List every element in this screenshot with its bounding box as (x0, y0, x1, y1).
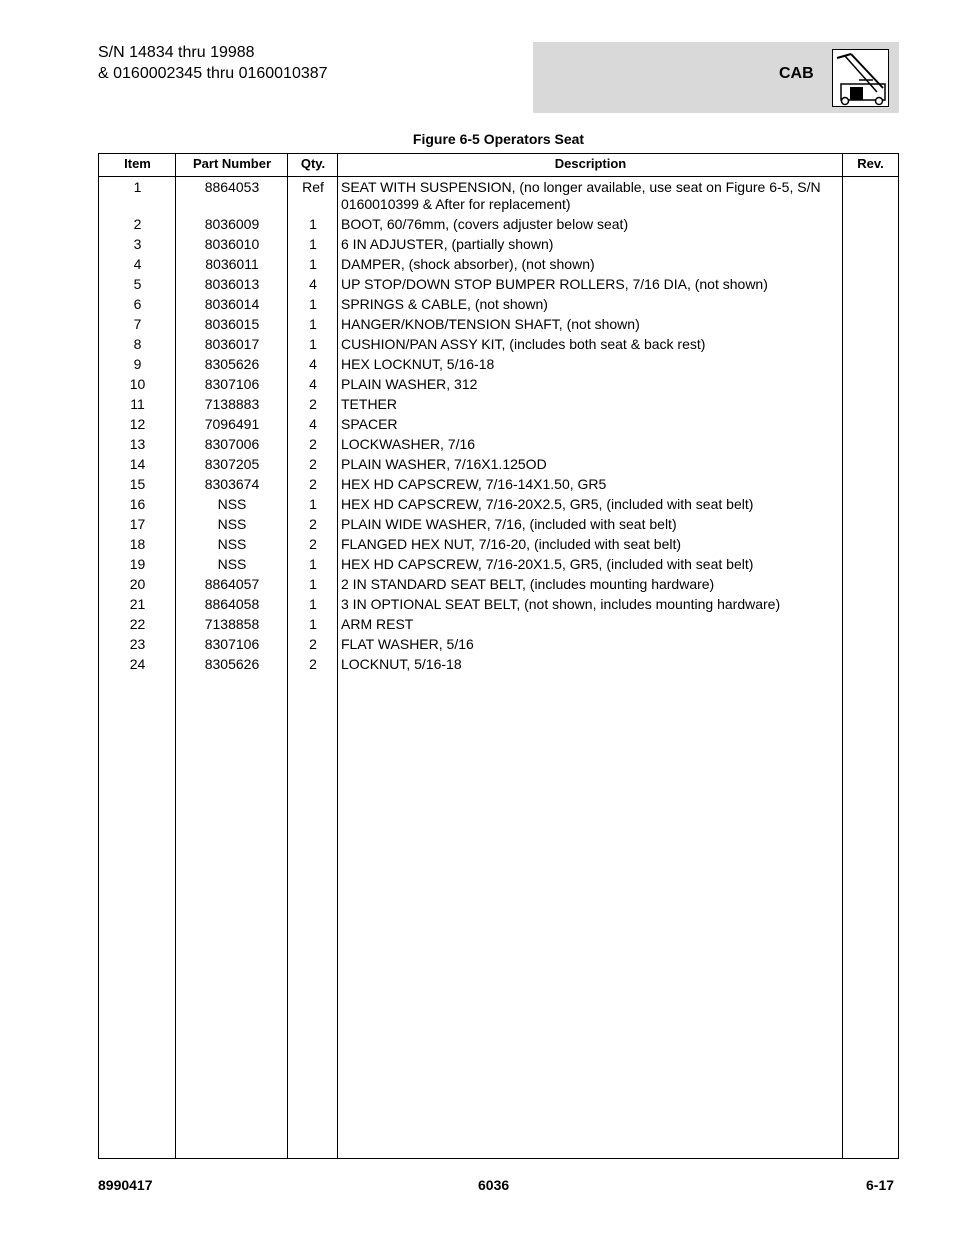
item-cell: 5 (133, 276, 142, 292)
description-cell: BOOT, 60/76mm, (covers adjuster below seat) (341, 216, 629, 232)
footer-model-number: 6036 (478, 1177, 510, 1193)
item-cell: 21 (129, 596, 146, 612)
description-cell: 2 IN STANDARD SEAT BELT, (includes mounting hardware) (341, 576, 715, 592)
item-cell: 14 (129, 456, 146, 472)
footer-page-number: 6-17 (866, 1177, 895, 1193)
section-label: CAB (779, 65, 814, 82)
table-row (99, 434, 898, 454)
table-row (99, 394, 898, 414)
item-cell: 20 (129, 576, 146, 592)
table-row (99, 254, 898, 274)
qty-cell: 1 (309, 596, 317, 612)
description-cell: HANGER/KNOB/TENSION SHAFT, (not shown) (341, 316, 640, 332)
header-qty: Qty. (300, 156, 326, 171)
part-number-cell: 8305626 (204, 656, 260, 672)
item-cell: 13 (129, 436, 146, 452)
part-number-cell: 8864053 (204, 179, 260, 195)
description-cell: SPACER (341, 416, 398, 432)
item-cell: 17 (129, 516, 146, 532)
figure-title (98, 131, 954, 147)
machine-icon (832, 49, 889, 107)
item-cell: 1 (133, 179, 142, 195)
qty-cell: 1 (309, 576, 317, 592)
part-number-cell: 8036014 (204, 296, 260, 312)
qty-cell: 2 (309, 536, 317, 552)
section-header (533, 42, 899, 113)
table-row (99, 354, 898, 374)
table-row (99, 534, 898, 554)
part-number-cell: 7096491 (204, 416, 260, 432)
description-cell: FLAT WASHER, 5/16 (341, 636, 474, 652)
header-description: Description (554, 156, 627, 171)
part-number-cell: 7138883 (204, 396, 260, 412)
part-number-cell: 8036011 (205, 256, 259, 272)
serial-line-2: & 0160002345 thru 0160010387 (98, 65, 328, 82)
description-cell: FLANGED HEX NUT, 7/16-20, (included with seat belt) (341, 536, 682, 552)
part-number-cell: 7138858 (204, 616, 260, 632)
qty-cell: 1 (309, 496, 317, 512)
table-row (99, 594, 898, 614)
table-row (99, 554, 898, 574)
table-row (99, 654, 898, 674)
table-row (99, 177, 898, 214)
qty-cell: 4 (309, 416, 317, 432)
table-body (99, 177, 898, 674)
description-cell: CUSHION/PAN ASSY KIT, (includes both seat & back rest) (341, 336, 706, 352)
qty-cell: 1 (309, 236, 317, 252)
qty-cell: 4 (309, 276, 317, 292)
qty-cell: 2 (309, 656, 317, 672)
qty-cell: 1 (309, 616, 317, 632)
qty-cell: Ref (302, 179, 324, 195)
footer-document-number: 8990417 (98, 1177, 153, 1193)
part-number-cell: 8036013 (204, 276, 260, 292)
qty-cell: 1 (309, 336, 317, 352)
figure-title-text: Figure 6-5 Operators Seat (412, 131, 585, 147)
table-header-row (99, 154, 898, 177)
qty-cell: 2 (309, 476, 317, 492)
table-row (99, 294, 898, 314)
description-cell: HEX HD CAPSCREW, 7/16-14X1.50, GR5 (341, 476, 607, 492)
item-cell: 23 (129, 636, 146, 652)
description-cell: UP STOP/DOWN STOP BUMPER ROLLERS, 7/16 DIA, (not shown) (341, 276, 768, 292)
qty-cell: 2 (309, 636, 317, 652)
part-number-cell: NSS (217, 556, 247, 572)
description-cell: PLAIN WIDE WASHER, 7/16, (included with seat belt) (341, 516, 677, 532)
header-rev: Rev. (857, 156, 884, 171)
part-number-cell: 8307106 (204, 636, 260, 652)
item-cell: 3 (133, 236, 142, 252)
qty-cell: 2 (309, 516, 317, 532)
description-cell: 6 IN ADJUSTER, (partially shown) (341, 236, 554, 252)
table-row (99, 454, 898, 474)
part-number-cell: NSS (217, 516, 247, 532)
header-part-number: Part Number (192, 156, 272, 171)
item-cell: 11 (130, 396, 145, 412)
table-row (99, 314, 898, 334)
part-number-cell: 8864058 (204, 596, 260, 612)
item-cell: 18 (129, 536, 146, 552)
part-number-cell: 8864057 (204, 576, 260, 592)
serial-number-range (98, 42, 328, 84)
item-cell: 24 (129, 656, 146, 672)
table-row (99, 634, 898, 654)
item-cell: 7 (133, 316, 142, 332)
part-number-cell: 8036017 (204, 336, 260, 352)
serial-line-1: S/N 14834 thru 19988 (98, 44, 255, 61)
table-row (99, 374, 898, 394)
part-number-cell: 8307106 (204, 376, 260, 392)
table-row (99, 614, 898, 634)
qty-cell: 1 (309, 296, 317, 312)
table-row (99, 274, 898, 294)
description-cell: ARM REST (341, 616, 414, 632)
parts-table (98, 153, 899, 1159)
qty-cell: 1 (309, 216, 317, 232)
table-row (99, 574, 898, 594)
part-number-cell: NSS (217, 496, 247, 512)
description-cell: 3 IN OPTIONAL SEAT BELT, (not shown, includes mounting hardware) (341, 596, 781, 612)
qty-cell: 2 (309, 436, 317, 452)
header-item: Item (124, 156, 151, 171)
part-number-cell: NSS (217, 536, 247, 552)
description-cell: LOCKWASHER, 7/16 (341, 436, 476, 452)
description-cell: DAMPER, (shock absorber), (not shown) (341, 256, 595, 272)
qty-cell: 1 (309, 256, 317, 272)
part-number-cell: 8307006 (204, 436, 260, 452)
item-cell: 12 (129, 416, 146, 432)
item-cell: 19 (129, 556, 146, 572)
table-row (99, 414, 898, 434)
qty-cell: 2 (309, 456, 317, 472)
qty-cell: 4 (309, 376, 317, 392)
table-row (99, 334, 898, 354)
part-number-cell: 8305626 (204, 356, 260, 372)
item-cell: 2 (133, 216, 142, 232)
part-number-cell: 8036015 (204, 316, 260, 332)
part-number-cell: 8303674 (204, 476, 260, 492)
qty-cell: 4 (309, 356, 317, 372)
part-number-cell: 8036010 (204, 236, 260, 252)
part-number-cell: 8036009 (204, 216, 260, 232)
description-cell: HEX HD CAPSCREW, 7/16-20X2.5, GR5, (included with seat belt) (341, 496, 754, 512)
table-row (99, 514, 898, 534)
table-row (99, 214, 898, 234)
description-cell: TETHER (341, 396, 397, 412)
part-number-cell: 8307205 (204, 456, 260, 472)
table-row (99, 234, 898, 254)
item-cell: 16 (129, 496, 146, 512)
description-cell: PLAIN WASHER, 312 (341, 376, 478, 392)
qty-cell: 2 (309, 396, 317, 412)
description-cell: PLAIN WASHER, 7/16X1.125OD (341, 456, 547, 472)
qty-cell: 1 (309, 556, 317, 572)
table-row (99, 494, 898, 514)
description-cell: HEX HD CAPSCREW, 7/16-20X1.5, GR5, (included with seat belt) (341, 556, 754, 572)
description-cell: SPRINGS & CABLE, (not shown) (341, 296, 548, 312)
qty-cell: 1 (309, 316, 317, 332)
item-cell: 10 (129, 376, 146, 392)
description-cell: SEAT WITH SUSPENSION, (no longer available, use seat on Figure 6-5, S/N 0160010399 & After for replacement) (341, 179, 821, 212)
item-cell: 15 (129, 476, 146, 492)
item-cell: 22 (129, 616, 146, 632)
description-cell: LOCKNUT, 5/16-18 (341, 656, 462, 672)
item-cell: 4 (133, 256, 142, 272)
item-cell: 6 (133, 296, 142, 312)
description-cell: HEX LOCKNUT, 5/16-18 (341, 356, 495, 372)
item-cell: 9 (133, 356, 142, 372)
item-cell: 8 (133, 336, 142, 352)
table-row (99, 474, 898, 494)
